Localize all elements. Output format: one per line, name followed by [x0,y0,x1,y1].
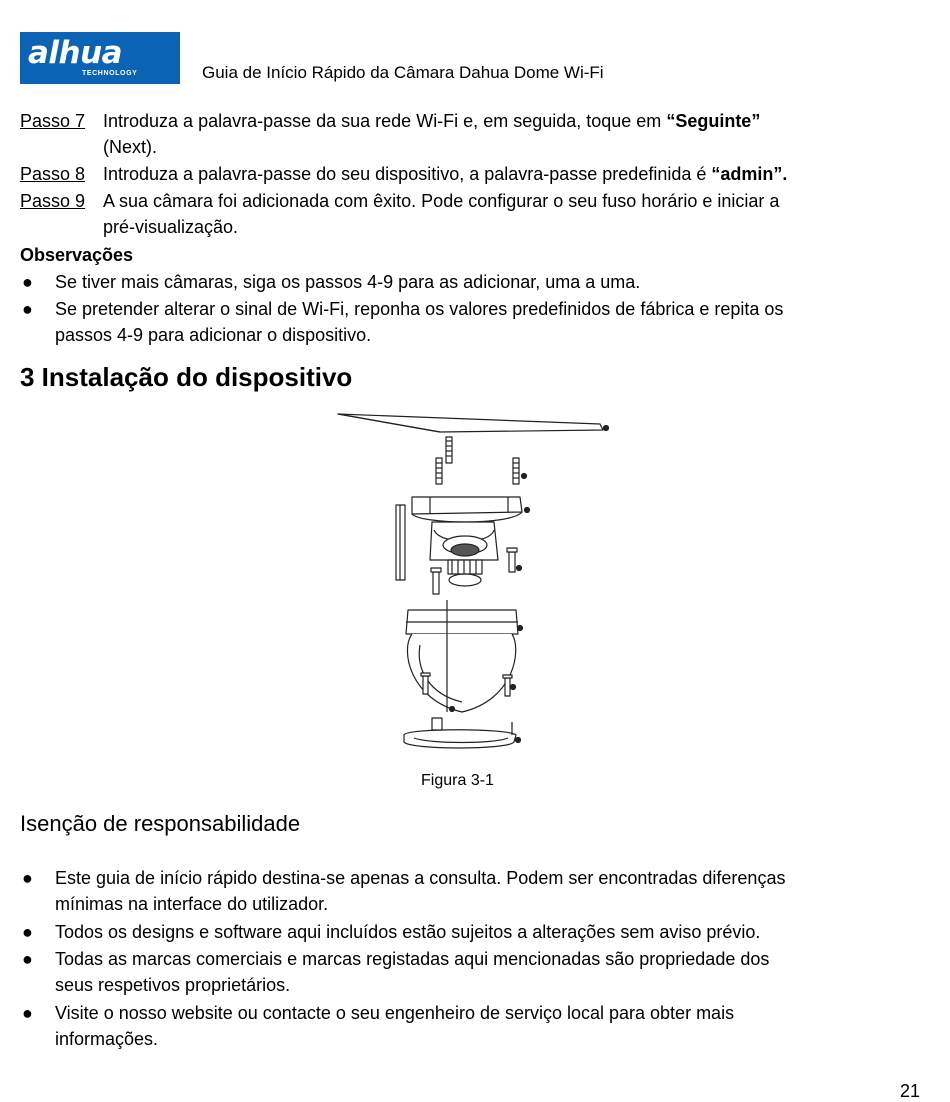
disclaimer-text: seus respetivos proprietários. [55,975,291,995]
step-text-plain: pré-visualização. [103,217,239,237]
callout-dot [604,426,609,431]
step-text-plain: A sua câmara foi adicionada com êxito. Pode configurar o seu fuso horário e iniciar a [103,191,780,211]
screw-anchor [446,437,452,463]
step-label: Passo 9 [20,191,86,211]
logo-wordmark: alhua [28,35,123,71]
callout-dot [525,508,530,513]
disclaimer-text: Este guia de início rápido destina-se apenas a consulta. Podem ser encontradas diferenças [55,868,786,888]
bullet-icon: ● [22,922,33,942]
disclaimer-text: Visite o nosso website ou contacte o seu engenheiro de serviço local para obter mais [55,1003,735,1023]
disclaimer-text: Todas as marcas comerciais e marcas registadas aqui mencionadas são propriedade dos [55,949,770,969]
lens-module [430,522,498,586]
disclaimer-item [20,865,920,917]
step-text-plain: Introduza a palavra-passe do seu dispositivo, a palavra-passe predefinida é [103,164,712,184]
step-text-plain: (Next). [103,137,157,157]
callout-dot [511,685,516,690]
figure-caption: Figura 3-1 [421,772,494,789]
note-text: Se tiver mais câmaras, siga os passos 4-9 para as adicionar, uma a uma. [55,272,641,292]
screw-anchor [513,458,519,484]
step-label: Passo 8 [20,164,86,184]
screw [507,548,517,572]
trim-ring [404,718,521,748]
disclaimer-text: informações. [55,1029,159,1049]
ceiling-plate [338,414,603,432]
disclaimer-item [20,946,920,998]
screw [431,568,441,594]
bullet-icon: ● [22,868,33,888]
logo-subtext: TECHNOLOGY [82,70,138,77]
bullet-icon: ● [22,1003,33,1023]
header-title: Guia de Início Rápido da Câmara Dahua Dome Wi-Fi [202,63,604,82]
callout-dot [522,474,527,479]
note-text: Se pretender alterar o sinal de Wi-Fi, reponha os valores predefinidos de fábrica e repita os [55,299,784,319]
step-text-bold: “admin”. [711,164,788,184]
disclaimer-title: Isenção de responsabilidade [20,811,301,836]
bullet-icon: ● [22,949,33,969]
disclaimer-item [20,919,920,945]
disclaimer-text: Todos os designs e software aqui incluídos estão sujeitos a alterações sem aviso prévio. [55,922,761,942]
step-label: Passo 7 [20,111,86,131]
step-text-bold: “Seguinte” [666,111,761,131]
page-number: 21 [900,1081,921,1101]
section-title: 3 Instalação do dispositivo [20,362,353,392]
note-text: passos 4-9 para adicionar o dispositivo. [55,325,372,345]
screw-anchor [436,458,442,484]
callout-dot [516,738,521,743]
notes-title: Observações [20,245,134,265]
step-text-plain: Introduza a palavra-passe da sua rede Wi-Fi e, em seguida, toque em [103,111,667,131]
disclaimer-item [20,1000,920,1052]
bullet-icon: ● [22,299,33,319]
callout-dot [450,707,455,712]
disclaimer-text: mínimas na interface do utilizador. [55,894,329,914]
bullet-icon: ● [22,272,33,292]
callout-dot [518,626,523,631]
callout-dot [517,566,522,571]
